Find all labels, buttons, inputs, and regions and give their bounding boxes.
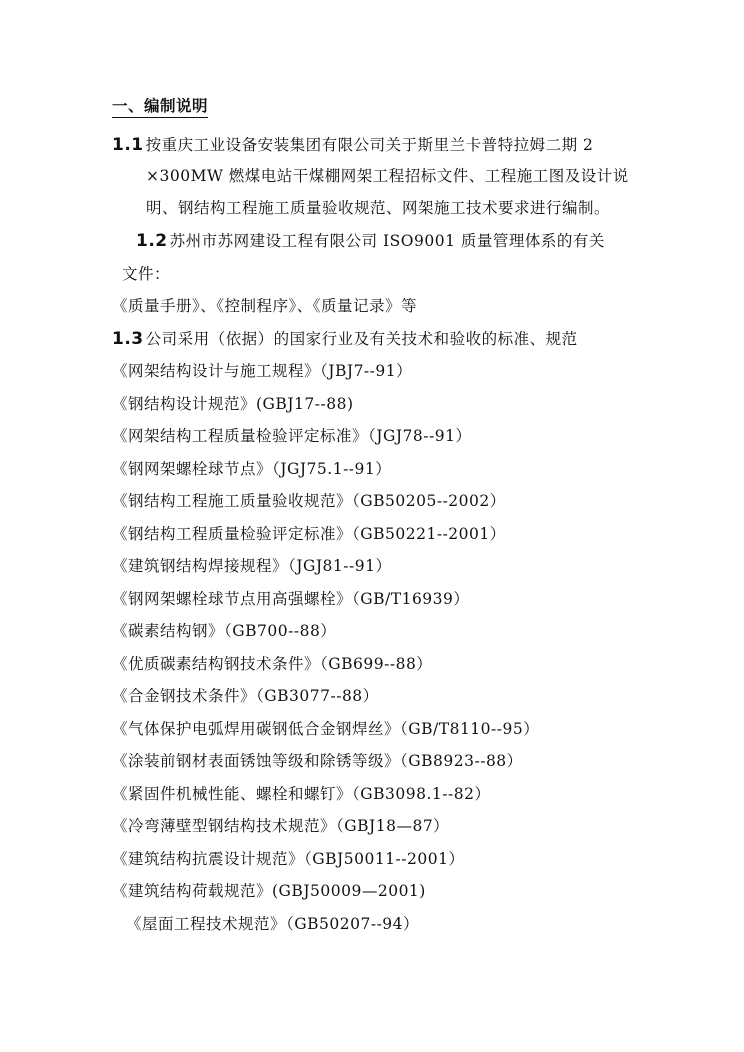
standard-item: 《紧固件机械性能、螺栓和螺钉》（GB3098.1--82） — [112, 785, 491, 803]
section-title: 一、编制说明 — [112, 96, 208, 118]
item-1-2-number: 1.2 — [136, 231, 168, 251]
item-1-3-number: 1.3 — [112, 329, 144, 349]
item-1-2-line-3: 《质量手册》、《控制程序》、《质量记录》等 — [112, 297, 418, 315]
item-1-3-text: 公司采用（依据）的国家行业及有关技术和验收的标准、规范 — [145, 330, 578, 348]
standard-item: 《气体保护电弧焊用碳钢低合金钢焊丝》（GB/T8110--95） — [112, 720, 540, 738]
standard-item: 《钢结构设计规范》(GBJ17--88) — [112, 395, 354, 413]
standard-item: 《屋面工程技术规范》（GB50207--94） — [126, 915, 420, 933]
standard-item: 《碳素结构钢》（GB700--88） — [112, 622, 337, 640]
standard-item: 《涂装前钢材表面锈蚀等级和除锈等级》（GB8923--88） — [112, 752, 523, 770]
item-1-2-text-1: 苏州市苏网建设工程有限公司 ISO9001 质量管理体系的有关 — [169, 232, 605, 250]
item-1-1-line-2: ×300MW 燃煤电站干煤棚网架工程招标文件、工程施工图及设计说 — [146, 167, 629, 185]
standard-item: 《网架结构设计与施工规程》（JBJ7--91） — [112, 362, 413, 380]
standard-item: 《钢网架螺栓球节点用高强螺栓》（GB/T16939） — [112, 590, 470, 608]
standard-item: 《钢结构工程施工质量验收规范》（GB50205--2002） — [112, 492, 506, 510]
standard-item: 《合金钢技术条件》（GB3077--88） — [112, 687, 379, 705]
item-1-1-line-3: 明、钢结构工程施工质量验收规范、网架施工技术要求进行编制。 — [146, 199, 611, 217]
standard-item: 《建筑钢结构焊接规程》（JGJ81--91） — [112, 557, 392, 575]
standard-item: 《冷弯薄壁型钢结构技术规范》（GBJ18—87） — [112, 817, 450, 835]
item-1-1-number: 1.1 — [112, 135, 144, 155]
standard-item: 《钢网架螺栓球节点》（JGJ75.1--91） — [112, 460, 392, 478]
standard-item: 《建筑结构抗震设计规范》（GBJ50011--2001） — [112, 850, 465, 868]
item-1-1-line-1 — [112, 135, 593, 155]
standard-item: 《网架结构工程质量检验评定标准》（JGJ78--91） — [112, 427, 472, 445]
item-1-2-line-1 — [136, 231, 605, 251]
item-1-3-line — [112, 329, 578, 349]
standard-item: 《钢结构工程质量检验评定标准》（GB50221--2001） — [112, 525, 506, 543]
item-1-2-line-2: 文件： — [122, 265, 171, 283]
standard-item: 《优质碳素结构钢技术条件》（GB699--88） — [112, 655, 433, 673]
item-1-1-text-1: 按重庆工业设备安装集团有限公司关于斯里兰卡普特拉姆二期 2 — [145, 136, 594, 154]
standard-item: 《建筑结构荷载规范》(GBJ50009—2001) — [112, 882, 426, 900]
